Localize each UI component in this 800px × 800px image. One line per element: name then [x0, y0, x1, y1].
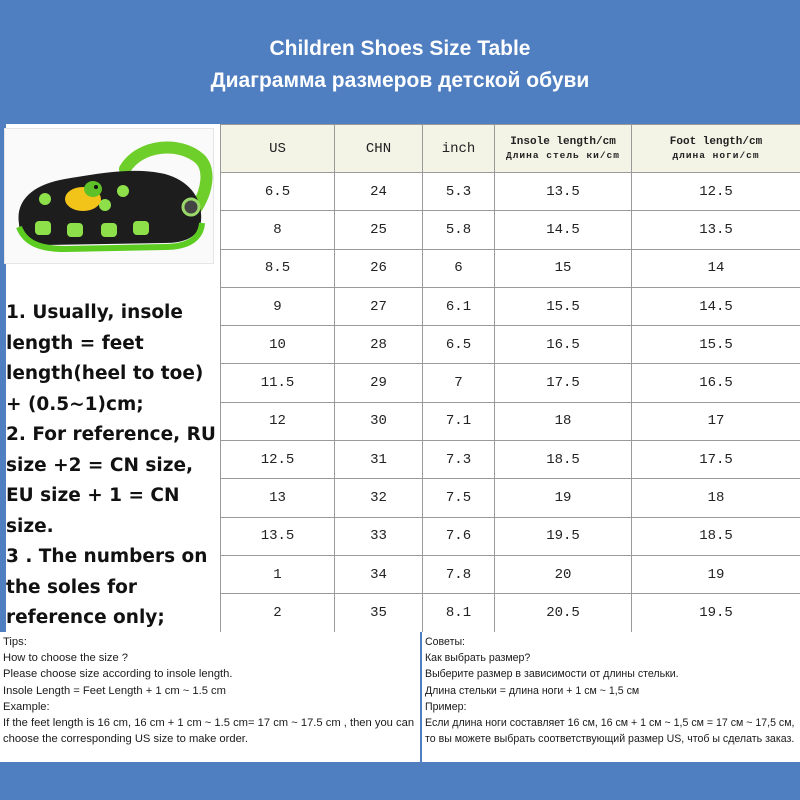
table-row [221, 479, 800, 517]
note-line: size. [6, 515, 54, 537]
title-russian: Диаграмма размеров детской обуви [210, 69, 590, 92]
cell-foot-length: 19 [632, 555, 800, 593]
table-row [221, 364, 800, 402]
tip-line: Длина стельки = длина ноги + 1 см ~ 1,5 см [425, 684, 640, 697]
header-banner [0, 0, 800, 124]
table-row [221, 517, 800, 555]
header-foot-ru: длина ноги/cm [672, 149, 760, 161]
cell-insole-length: 13.5 [495, 173, 632, 211]
tip-line: Tips: [3, 636, 27, 648]
cell-inch: 5.3 [423, 173, 495, 211]
tip-line: If the feet length is 16 cm, 16 cm + 1 cm ~ 1.5 cm= 17 cm ~ 17.5 cm , then you can choose the corresponding US size to make order. [3, 717, 415, 746]
cell-insole-length: 19 [495, 479, 632, 517]
cell-inch: 7.8 [423, 555, 495, 593]
cell-insole-length: 14.5 [495, 211, 632, 249]
clog-shoe-icon [5, 129, 214, 264]
cell-us: 8 [221, 211, 335, 249]
tip-line: Пример: [425, 700, 467, 713]
cell-inch: 6.1 [423, 287, 495, 325]
cell-insole-length: 15.5 [495, 287, 632, 325]
cell-insole-length: 20.5 [495, 594, 632, 632]
cell-us: 12.5 [221, 441, 335, 479]
table-row [221, 326, 800, 364]
table-row [221, 249, 800, 287]
cell-insole-length: 18 [495, 402, 632, 440]
tips-panel [0, 632, 800, 800]
note-line: 2. For reference, RU [6, 424, 216, 445]
cell-foot-length: 12.5 [632, 173, 800, 211]
cell-insole-length: 20 [495, 555, 632, 593]
cell-us: 11.5 [221, 364, 335, 402]
cell-chn: 25 [335, 211, 423, 249]
cell-foot-length: 14.5 [632, 287, 800, 325]
header-insole-length [495, 125, 632, 173]
cell-chn: 26 [335, 249, 423, 287]
cell-inch: 5.8 [423, 211, 495, 249]
cell-us: 12 [221, 402, 335, 440]
cell-insole-length: 18.5 [495, 441, 632, 479]
cell-chn: 24 [335, 173, 423, 211]
cell-chn: 31 [335, 441, 423, 479]
cell-us: 1 [221, 555, 335, 593]
cell-foot-length: 18 [632, 479, 800, 517]
table-row [221, 402, 800, 440]
cell-foot-length: 17.5 [632, 441, 800, 479]
cell-inch: 6 [423, 249, 495, 287]
table-row [221, 287, 800, 325]
cell-inch: 7.3 [423, 441, 495, 479]
cell-inch: 6.5 [423, 326, 495, 364]
shoe-photo [4, 128, 214, 264]
tip-line: Как выбрать размер? [425, 652, 531, 665]
cell-chn: 34 [335, 555, 423, 593]
note-line: the soles for [6, 576, 137, 598]
cell-foot-length: 13.5 [632, 211, 800, 249]
header-foot-length [632, 125, 800, 173]
cell-us: 2 [221, 594, 335, 632]
note-line: reference only; [6, 607, 165, 628]
cell-insole-length: 16.5 [495, 326, 632, 364]
tip-line: Советы: [425, 636, 466, 648]
cell-foot-length: 15.5 [632, 326, 800, 364]
cell-foot-length: 14 [632, 249, 800, 287]
notes-block [6, 298, 220, 634]
title-english: Children Shoes Size Table [269, 37, 531, 60]
cell-foot-length: 19.5 [632, 594, 800, 632]
header-insole-ru: Длина стель ки/cm [506, 149, 620, 161]
table-header-row [221, 125, 800, 173]
cell-chn: 30 [335, 402, 423, 440]
cell-insole-length: 19.5 [495, 517, 632, 555]
note-line: + (0.5~1)cm; [6, 393, 144, 415]
cell-us: 13.5 [221, 517, 335, 555]
header-inch: inch [423, 125, 495, 173]
note-line: 3 . The numbers on [6, 546, 208, 567]
tip-line: Example: [3, 700, 50, 713]
cell-us: 8.5 [221, 249, 335, 287]
cell-chn: 35 [335, 594, 423, 632]
tip-line: Insole Length = Feet Length + 1 cm ~ 1.5 cm [3, 684, 226, 697]
note-line: EU size + 1 = CN [6, 485, 180, 506]
header-insole-en: Insole length/cm [510, 135, 616, 148]
note-line: length(heel to toe) [6, 363, 204, 384]
table-row [221, 594, 800, 632]
tip-line: How to choose the size ? [3, 652, 128, 665]
tip-line: Если длина ноги составляет 16 см, 16 см + 1 см ~ 1,5 см = 17 см ~ 17,5 см, то вы можете выбрать соответствующий размер US, чтоб ы сделать заказ. [425, 717, 795, 746]
cell-chn: 28 [335, 326, 423, 364]
table-row [221, 173, 800, 211]
cell-us: 9 [221, 287, 335, 325]
cell-chn: 27 [335, 287, 423, 325]
note-line: 1. Usually, insole [6, 302, 183, 323]
tips-russian [422, 632, 800, 762]
cell-insole-length: 15 [495, 249, 632, 287]
tips-english [0, 632, 420, 762]
note-line: length = feet [6, 332, 144, 354]
cell-inch: 7.5 [423, 479, 495, 517]
header-chn: CHN [335, 125, 423, 173]
cell-foot-length: 18.5 [632, 517, 800, 555]
tip-line: Выберите размер в зависимости от длины стельки. [425, 668, 679, 681]
table-row [221, 211, 800, 249]
cell-inch: 7.6 [423, 517, 495, 555]
header-us: US [221, 125, 335, 173]
cell-chn: 32 [335, 479, 423, 517]
cell-chn: 33 [335, 517, 423, 555]
cell-inch: 7 [423, 364, 495, 402]
cell-chn: 29 [335, 364, 423, 402]
cell-inch: 7.1 [423, 402, 495, 440]
header-foot-en: Foot length/cm [669, 135, 763, 148]
tip-line: Please choose size according to insole length. [3, 668, 233, 681]
cell-inch: 8.1 [423, 594, 495, 632]
size-table [220, 124, 800, 633]
cell-us: 13 [221, 479, 335, 517]
cell-insole-length: 17.5 [495, 364, 632, 402]
cell-us: 10 [221, 326, 335, 364]
table-row [221, 441, 800, 479]
cell-us: 6.5 [221, 173, 335, 211]
cell-foot-length: 16.5 [632, 364, 800, 402]
note-line: size +2 = CN size, [6, 454, 194, 476]
table-row [221, 555, 800, 593]
cell-foot-length: 17 [632, 402, 800, 440]
table-body [221, 173, 800, 633]
